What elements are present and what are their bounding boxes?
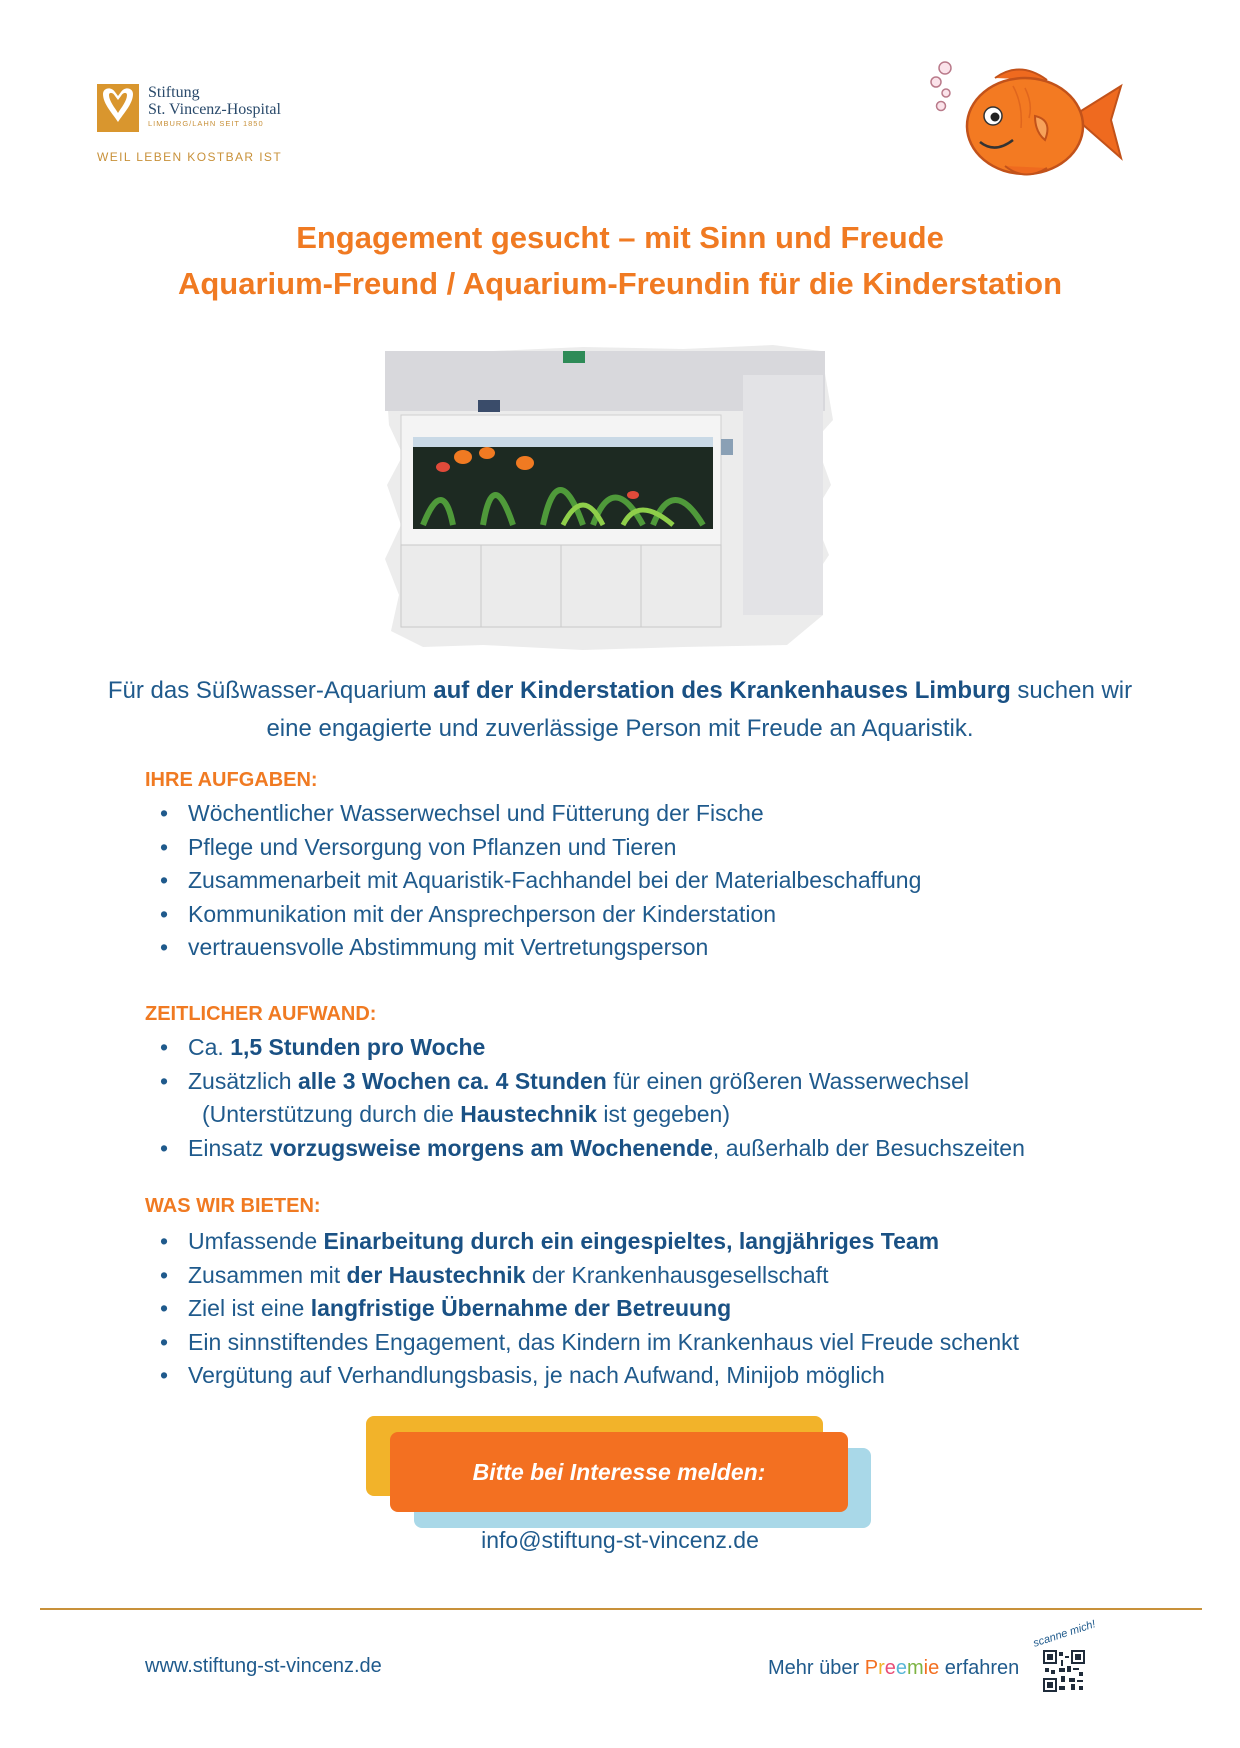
logo-wordmark [148, 84, 281, 130]
cta-banner: Bitte bei Interesse melden: [390, 1432, 848, 1512]
bullet-dot-icon: • [160, 867, 169, 893]
preemie-letter: r [878, 1657, 885, 1679]
list-item-emphasis: Haustechnik [460, 1101, 598, 1127]
list-item-text: Ziel ist eine [188, 1295, 311, 1321]
scan-me-label: scanne mich! [1031, 1618, 1098, 1650]
bullet-dot-icon: • [160, 900, 169, 927]
qr-code-icon[interactable] [1043, 1650, 1085, 1692]
section-heading-offer: WAS WIR BIETEN: [145, 1195, 321, 1217]
tasks-list [160, 797, 921, 965]
logo-line-3: LIMBURG/LAHN SEIT 1850 [148, 119, 264, 128]
preemie-text: erfahren [939, 1657, 1020, 1679]
page-title-line-1: Engagement gesucht – mit Sinn und Freude [296, 220, 944, 255]
intro-text: Für das Süßwasser-Aquarium [107, 677, 434, 704]
list-item-text: Vergütung auf Verhandlungsbasis, je nach Aufwand, Minijob möglich [188, 1362, 885, 1388]
list-item [160, 931, 921, 965]
preemie-letter: ie [923, 1657, 940, 1679]
preemie-letter: P [864, 1657, 879, 1679]
list-item [160, 1292, 1019, 1326]
bullet-dot-icon: • [160, 1067, 169, 1094]
list-item [160, 1031, 1025, 1065]
intro-line-2: eine engagierte und zuverlässige Person mit Freude an Aquaristik. [266, 715, 974, 742]
page-title-line-2: Aquarium-Freund / Aquarium-Freundin für die Kinderstation [177, 266, 1063, 301]
list-item [160, 864, 921, 898]
list-item-emphasis: der Haustechnik [346, 1261, 526, 1288]
section-heading-time: ZEITLICHER AUFWAND: [145, 1003, 377, 1025]
bullet-dot-icon: • [160, 1134, 169, 1161]
intro-emphasis: auf der Kinderstation des Krankenhauses Limburg [433, 677, 1011, 704]
list-item [160, 797, 921, 831]
bullet-dot-icon: • [160, 800, 169, 826]
list-item-text: Zusammen mit [188, 1261, 347, 1288]
list-item [160, 831, 921, 865]
list-item-emphasis: alle 3 Wochen ca. 4 Stunden [297, 1067, 607, 1094]
bullet-dot-icon: • [160, 1034, 169, 1060]
list-item-text: für einen größeren Wasserwechsel [606, 1067, 970, 1094]
offer-list [160, 1225, 1019, 1393]
list-item-text: Kommunikation mit der Ansprechperson der Kinderstation [188, 900, 777, 927]
intro-text: suchen wir [1010, 677, 1133, 704]
bullet-dot-icon: • [160, 1261, 169, 1288]
bullet-dot-icon: • [160, 1362, 169, 1388]
contact-email-link[interactable]: info@stiftung-st-vincenz.de [481, 1527, 759, 1553]
bullet-dot-icon: • [160, 1228, 169, 1254]
intro-line-1 [90, 672, 1150, 710]
fish-mascot-icon [925, 58, 1123, 180]
logo-line-2: St. Vincenz-Hospital [148, 101, 281, 118]
preemie-letter: e [884, 1657, 896, 1679]
list-item-text: , außerhalb der Besuchszeiten [712, 1134, 1025, 1161]
list-item-text: Wöchentlicher Wasserwechsel und Fütterung der Fische [188, 800, 764, 826]
bullet-dot-icon: • [160, 833, 169, 860]
list-item [160, 898, 921, 932]
list-item [160, 1326, 1019, 1360]
list-item [160, 1225, 1019, 1259]
section-heading-tasks: IHRE AUFGABEN: [145, 769, 318, 791]
list-item-text: der Krankenhausgesellschaft [525, 1261, 829, 1288]
logo-tagline: WEIL LEBEN KOSTBAR IST [97, 150, 283, 164]
list-item-text: Umfassende [188, 1228, 324, 1254]
list-item-emphasis: langfristige Übernahme der Betreuung [310, 1295, 732, 1321]
preemie-text: Mehr über [768, 1657, 865, 1679]
website-link[interactable]: www.stiftung-st-vincenz.de [145, 1655, 382, 1677]
list-item-text: Zusätzlich [188, 1067, 298, 1094]
list-item-emphasis: Einarbeitung durch ein eingespieltes, langjähriges Team [323, 1228, 940, 1254]
list-item [160, 1132, 1025, 1166]
preemie-link[interactable] [768, 1657, 1019, 1680]
list-item-text: Pflege und Versorgung von Pflanzen und Tieren [188, 833, 677, 860]
time-list [160, 1031, 1025, 1165]
list-item-text: Zusammenarbeit mit Aquaristik-Fachhandel bei der Materialbeschaffung [188, 867, 922, 893]
preemie-letter: e [895, 1657, 907, 1679]
list-item-emphasis: vorzugsweise morgens am Wochenende [269, 1134, 713, 1161]
list-item-continuation [160, 1098, 1025, 1132]
bullet-dot-icon: • [160, 1328, 169, 1355]
list-item-text: Ein sinnstiftendes Engagement, das Kindern im Krankenhaus viel Freude schenkt [188, 1328, 1020, 1355]
list-item-text: ist gegeben) [597, 1101, 730, 1127]
intro-paragraph [90, 672, 1150, 748]
list-item-emphasis: 1,5 Stunden pro Woche [230, 1034, 486, 1060]
list-item-text: Einsatz [188, 1134, 270, 1161]
list-item-text: vertrauensvolle Abstimmung mit Vertretungsperson [188, 934, 709, 960]
list-item [160, 1359, 1019, 1393]
preemie-letter: m [906, 1657, 924, 1679]
list-item-text: Ca. [188, 1034, 231, 1060]
list-item-text: (Unterstützung durch die [202, 1101, 461, 1127]
logo-line-1: Stiftung [148, 84, 200, 101]
bullet-dot-icon: • [160, 1295, 169, 1321]
list-item [160, 1065, 1025, 1099]
bullet-dot-icon: • [160, 934, 169, 960]
list-item [160, 1259, 1019, 1293]
aquarium-photo [383, 345, 833, 650]
heart-logo-icon [97, 84, 139, 132]
footer-divider [40, 1608, 1202, 1610]
